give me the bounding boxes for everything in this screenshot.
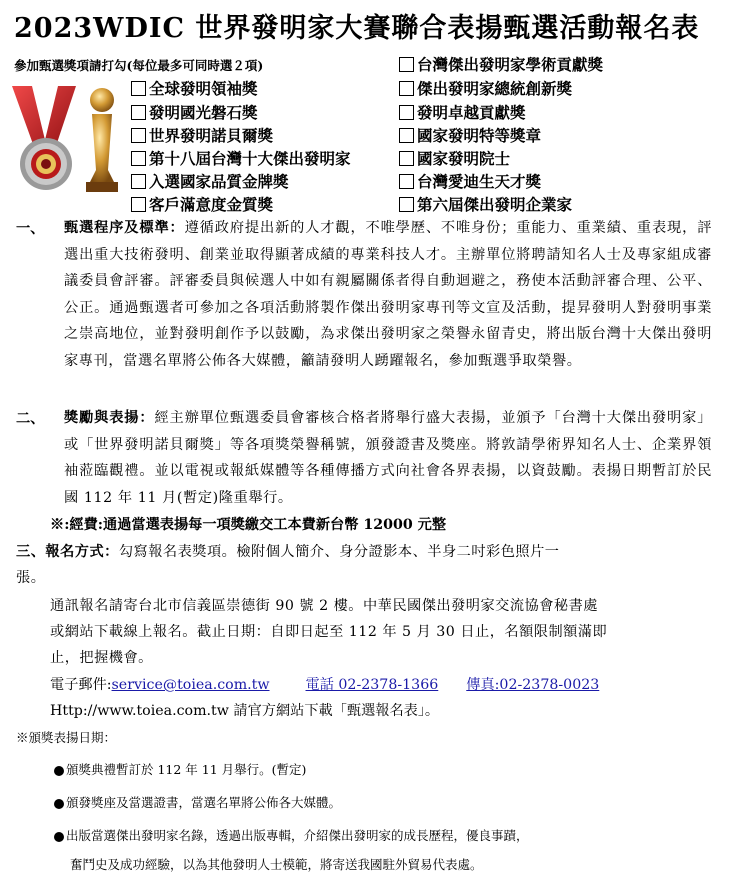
award-label: 發明國光磐石獎	[149, 103, 258, 122]
checkbox[interactable]	[131, 105, 146, 120]
checkbox[interactable]	[399, 57, 414, 72]
section-number: 二、	[16, 411, 45, 427]
section-heading: 獎勵與表揚：	[64, 410, 155, 426]
phone-link[interactable]: 電話 02-2378-1366	[305, 677, 439, 693]
award-label: 入選國家品質金牌獎	[149, 172, 289, 191]
award-label: 台灣愛迪生天才獎	[417, 172, 542, 191]
email-link[interactable]: service@toiea.com.tw	[111, 677, 270, 693]
ceremony-text: 頒發獎座及當選證書，當選名單將公佈各大媒體。	[66, 795, 342, 810]
award-label: 客戶滿意度金質獎	[149, 195, 274, 214]
section-heading: 甄選程序及標準：	[64, 220, 185, 236]
award-label: 第十八屆台灣十大傑出發明家	[149, 149, 351, 168]
award-option[interactable]	[131, 170, 289, 192]
section-number: 一、	[16, 221, 45, 237]
ceremony-heading: ※頒獎表揚日期：	[16, 730, 117, 745]
fax-link[interactable]: 傳真:02-2378-0023	[466, 677, 600, 693]
award-label: 第六屆傑出發明企業家	[417, 195, 573, 214]
award-option[interactable]	[399, 193, 572, 215]
section-body: 遵循政府提出新的人才觀，不唯學歷、不唯身份；重能力、重業績、重表現，評選出重大技術發明、創業並取得顯著成績的專業科技人才。主辦單位將聘請知名人士及專家組成審議委員會評審。評審委員與候選人中如有親屬關係者得自動迴避之，務使本活動評審合理、公平、公正。通過甄選者可參加之各項活動將製作傑出發明家專刊等文宣及活動，提昇發明人對發明事業之崇高地位，並對發明創作予以鼓勵，為求傑出發明家之榮譽永留青史，將出版台灣十大傑出發明家專刊，當選名單將公佈各大媒體，籲請發明人踴躍報名，參加甄選爭取榮譽。	[64, 220, 712, 369]
bullet-icon	[54, 832, 64, 842]
ceremony-continuation: 奮鬥史及成功經驗，以為其他發明人士模範，將寄送我國駐外貿易代表處。	[70, 857, 483, 872]
award-label: 國家發明院士	[417, 149, 511, 168]
award-label: 發明卓越貢獻獎	[417, 103, 526, 122]
checkbox[interactable]	[131, 174, 146, 189]
award-option[interactable]	[131, 101, 258, 123]
checkbox[interactable]	[131, 81, 146, 96]
section-rewards	[64, 405, 712, 511]
checkbox[interactable]	[131, 197, 146, 212]
form-title: 2023WDIC 世界發明家大賽聯合表揚甄選活動報名表	[14, 13, 700, 44]
section-body: 經主辦單位甄選委員會審核合格者將舉行盛大表揚，並頒予「台灣十大傑出發明家」或「世界發明諾貝爾獎」等各項獎榮譽稱號，頒發證書及獎座。將敦請學術界知名人士、企業界領袖蒞臨觀禮。並以電視或報紙媒體等各種傳播方式向社會各界表揚，以資鼓勵。表揚日期暫訂於民國 112 年 11 月(暫定)隆重舉行。	[64, 410, 713, 506]
award-option[interactable]	[131, 193, 273, 215]
checkbox[interactable]	[399, 128, 414, 143]
checkbox[interactable]	[399, 174, 414, 189]
award-option[interactable]	[399, 77, 572, 99]
award-option[interactable]	[399, 101, 526, 123]
checkbox[interactable]	[399, 105, 414, 120]
award-label: 世界發明諾貝爾獎	[149, 126, 274, 145]
award-option[interactable]	[399, 147, 510, 169]
award-label: 台灣傑出發明家學術貢獻獎	[417, 55, 604, 74]
award-option[interactable]	[399, 124, 541, 146]
section-heading: 三、報名方式：	[16, 544, 119, 560]
award-option[interactable]	[131, 124, 273, 146]
bullet-icon	[54, 799, 64, 809]
mail-line: 止，把握機會。	[50, 650, 153, 666]
award-label: 傑出發明家總統創新獎	[417, 79, 573, 98]
award-option[interactable]	[399, 170, 541, 192]
registration-line	[16, 541, 559, 561]
mail-line: 或網站下載線上報名。截止日期：自即日起至 112 年 5 月 30 日止，名額限制額滿即	[50, 624, 608, 640]
email-label: 電子郵件:	[50, 677, 112, 693]
award-option[interactable]	[131, 147, 351, 169]
award-label: 國家發明特等獎章	[417, 126, 542, 145]
ceremony-item	[54, 760, 306, 778]
checkbox-instruction: 參加甄選獎項請打勾(每位最多可同時選２項)	[14, 58, 264, 73]
checkbox[interactable]	[399, 81, 414, 96]
section-selection-criteria	[64, 215, 712, 374]
registration-line-cont: 張。	[16, 570, 46, 586]
checkbox[interactable]	[131, 128, 146, 143]
ceremony-text: 出版當選傑出發明家名錄，透過出版專輯，介紹傑出發明家的成長歷程，優良事蹟，	[66, 828, 529, 843]
ceremony-item	[54, 793, 341, 811]
award-logo-icon	[10, 78, 126, 198]
checkbox[interactable]	[399, 151, 414, 166]
bullet-icon	[54, 766, 64, 776]
section-body: 勾寫報名表獎項。檢附個人簡介、身分證影本、半身二吋彩色照片一	[118, 544, 560, 560]
award-option[interactable]	[399, 53, 603, 75]
ceremony-text: 頒獎典禮暫訂於 112 年 11 月舉行。(暫定)	[66, 762, 307, 777]
fee-note: ※:經費:通過當選表揚每一項獎繳交工本費新台幣 12000 元整	[50, 517, 447, 533]
ceremony-item	[54, 826, 529, 844]
award-option[interactable]	[131, 77, 258, 99]
contact-line	[50, 674, 599, 694]
checkbox[interactable]	[131, 151, 146, 166]
checkbox[interactable]	[399, 197, 414, 212]
website-line: Http://www.toiea.com.tw 請官方網站下載「甄選報名表」。	[50, 703, 440, 719]
award-label: 全球發明領袖獎	[149, 79, 258, 98]
mail-line: 通訊報名請寄台北市信義區崇德街 90 號 2 樓。中華民國傑出發明家交流協會秘書處	[50, 598, 598, 614]
